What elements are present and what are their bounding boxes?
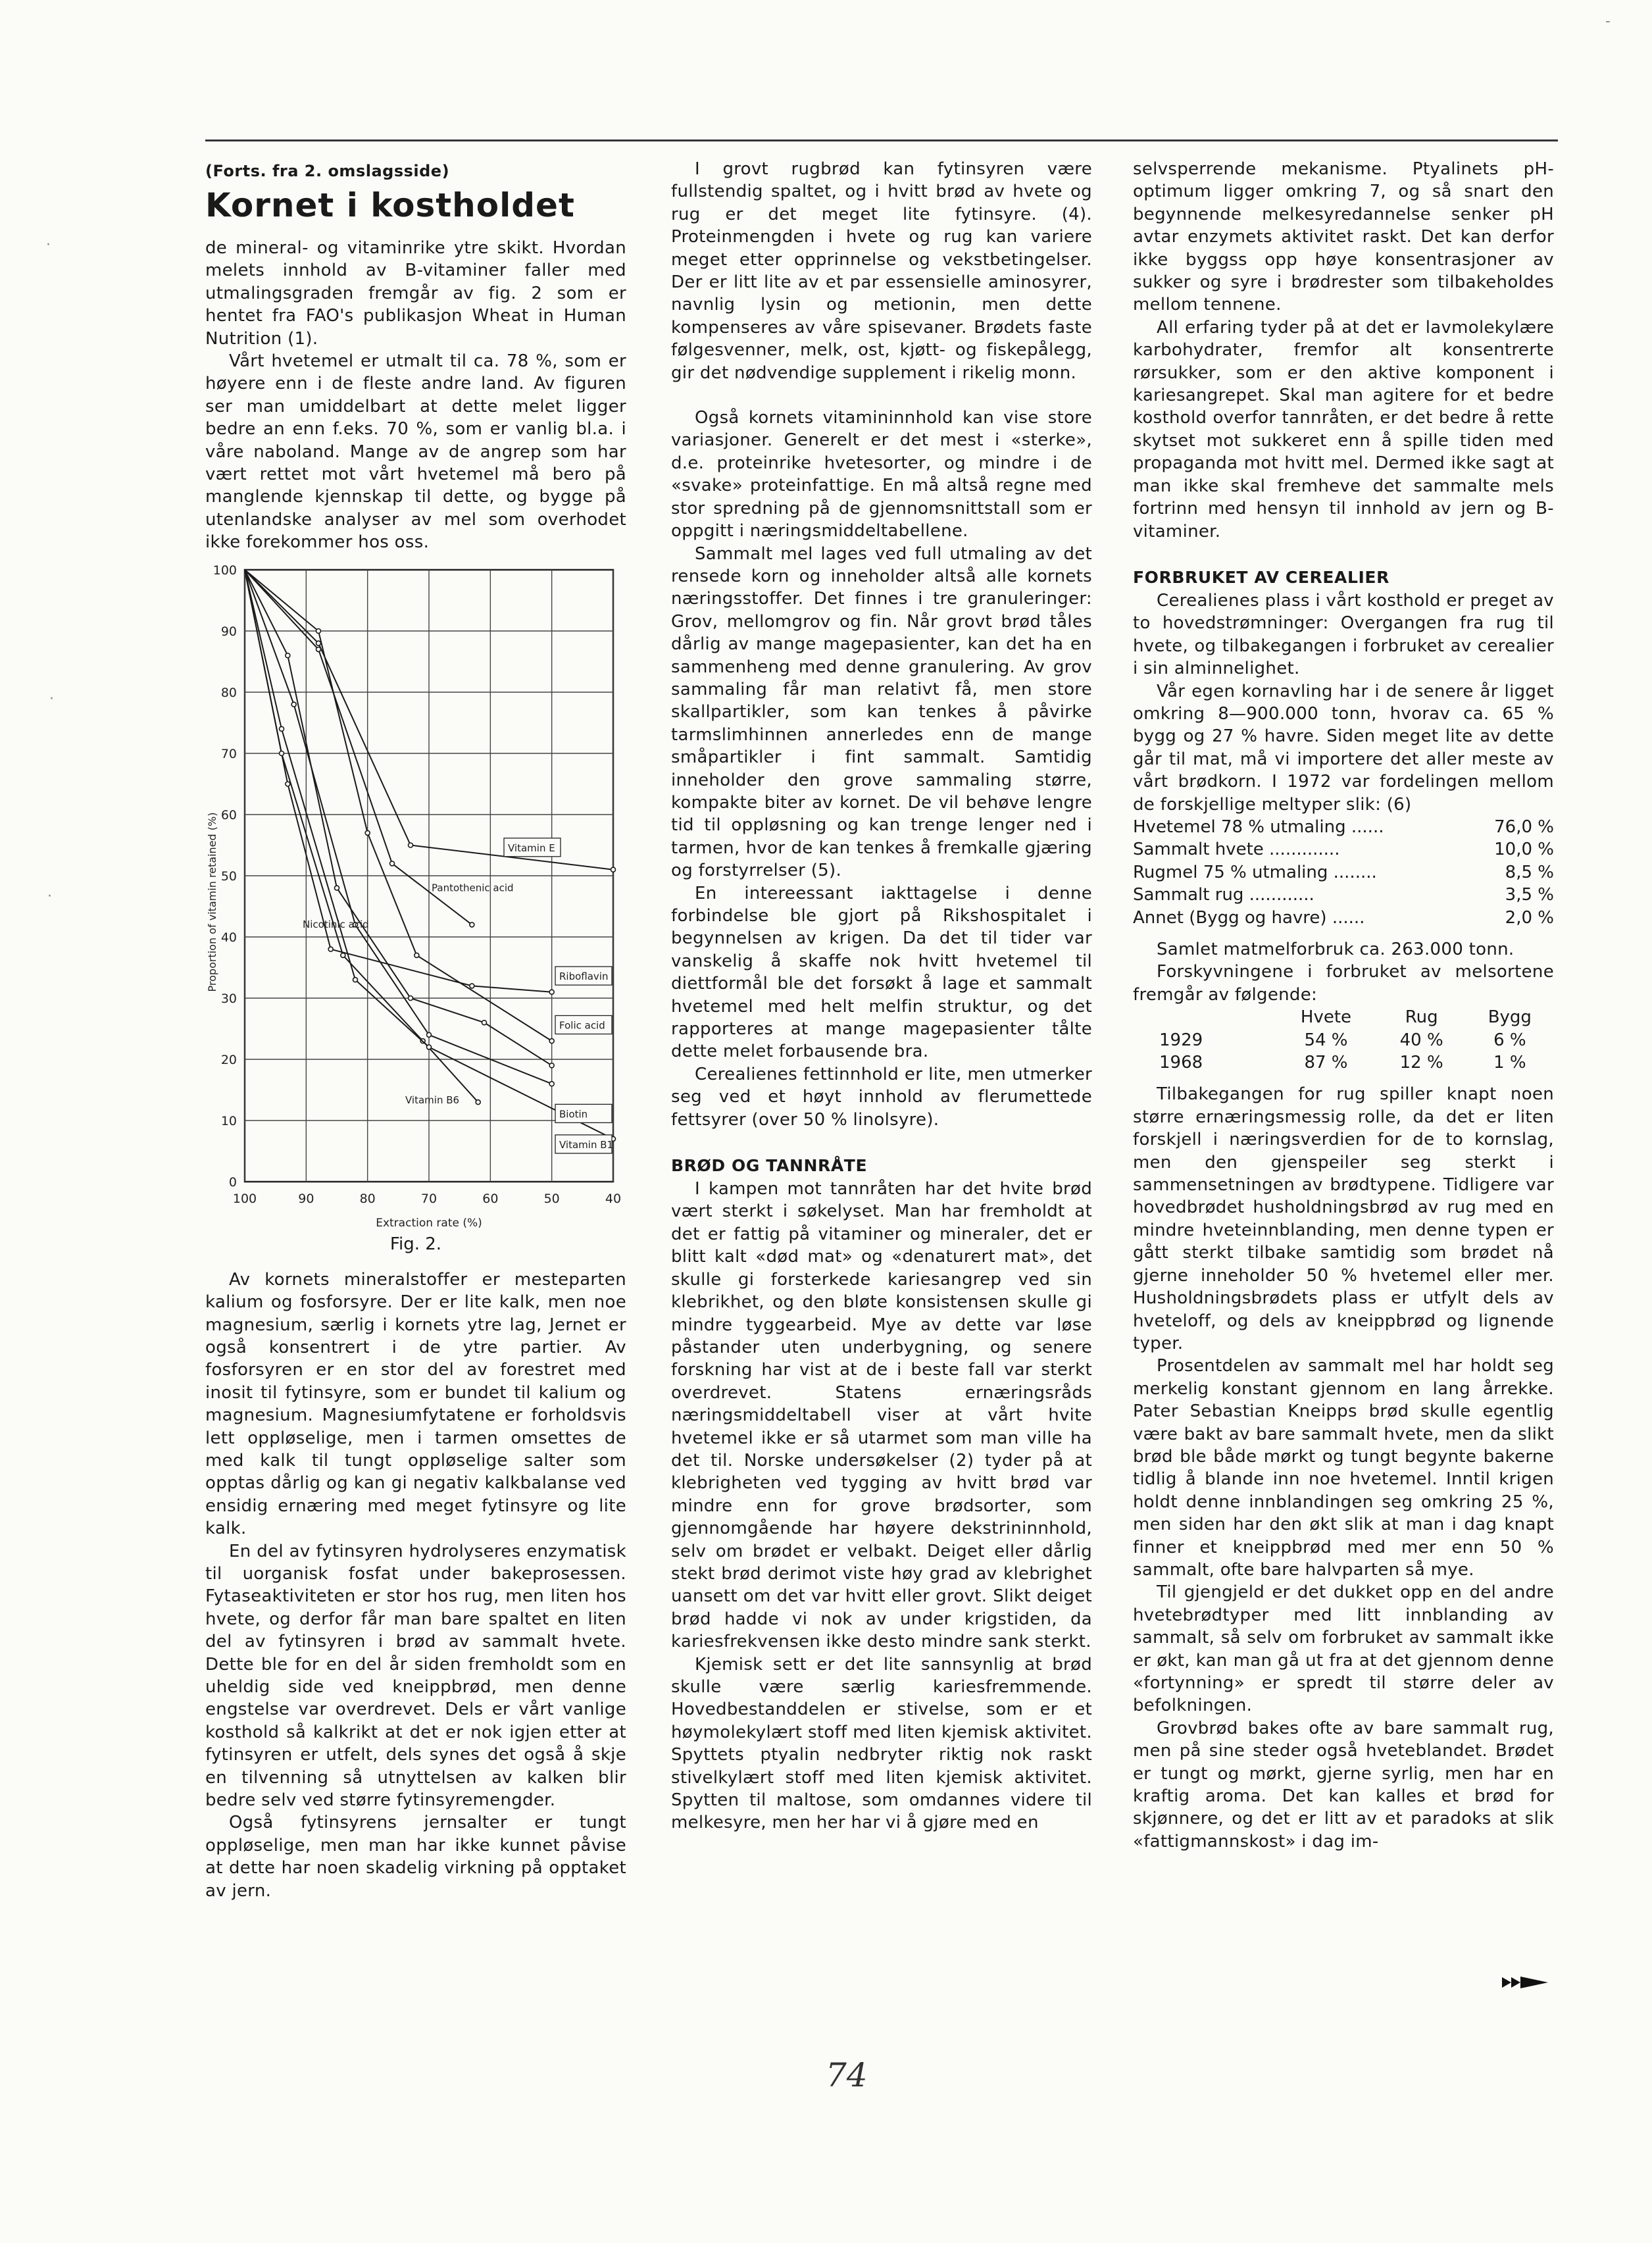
table-row <box>1133 816 1554 838</box>
paragraph: Tilbakegangen for rug spiller knapt noen større ernæringsmessig rolle, da det er liten forskjell i næringsverdien for de to kornslag, men den gjenspeiler seg sterkt i sammensetningen av brødtypene. Tidligere var hovedbrødet husholdningsbrød av rug med en mindre hveteinnblanding, men denne typen er gått sterkt tilbake samtidig som brødet nå gjerne inneholder 50 % hvetemel eller mer. Husholdningsbrødets plass er utfylt dels av hveteloff, og dels av kneippbrød og lignende typer. <box>1133 1084 1554 1353</box>
section-heading: FORBRUKET AV CEREALIER <box>1133 567 1389 587</box>
row-label: Annet (Bygg og havre) ...... <box>1133 907 1365 928</box>
series-label: Folic acid <box>559 1019 605 1032</box>
table-row <box>1133 1029 1554 1051</box>
paragraph: Cerealienes plass i vårt kosthold er preget av to hovedstrømninger: Overgangen fra rug til hvete, og tilbakegangen i forbruket av cerealier i sin alminnelighet. <box>1133 590 1554 679</box>
cell-rug: 40 % <box>1399 1030 1443 1050</box>
cell-year: 1929 <box>1159 1030 1203 1050</box>
figure-caption: Fig. 2. <box>389 1234 442 1254</box>
data-point <box>549 990 554 994</box>
continued-arrow-icon <box>1502 1974 1548 1991</box>
paragraph: Også fytinsyrens jernsalter er tungt oppløselige, men man har ikke kunnet påvise at dette har noen skadelig virkning på opptaket av jern. <box>205 1813 626 1901</box>
paragraph: selvsperrende mekanisme. Ptyalinets pH-optimum ligger omkring 7, og så snart den begynnende melkesyredannelse senker pH avtar enzymets aktivitet raskt. Det kan derfor ikke byggss opp høye konsentrasjoner av sukker og syre i brødrester som tilbakeholdes mellom tennene. <box>1133 159 1554 315</box>
data-point <box>549 1038 554 1043</box>
data-point <box>414 953 419 957</box>
data-point <box>291 702 296 707</box>
paragraph: Også kornets vitamininnhold kan vise store variasjoner. Generelt er det mest i «sterke», d.e. proteinrike hvetesorter, og mindre i de «svake» proteinfattige. En må altså regne med stor spredning på de gjennomsnittstall som er oppgitt i næringsmiddeltabellene. <box>671 408 1092 542</box>
paragraph: Prosentdelen av sammalt mel har holdt seg merkelig konstant gjennom en lang årrekke. Pater Sebastian Kneipps brød skulle egentlig være bakt av bare sammalt hvete, men da slikt brød ble både mørkt og tungt begynte bakerne tidlig å blande inn noe hvetemel. Inntil krigen holdt denne innblandingen seg omkring 25 %, men siden har den økt slik at man i dag knapt finner et kneippbrød med mer enn 50 % sammalt, ofte bare halvparten så mye. <box>1133 1356 1554 1580</box>
series-line <box>245 570 552 1041</box>
data-point <box>353 977 358 982</box>
row-label: Rugmel 75 % utmaling ........ <box>1133 862 1377 882</box>
data-point <box>341 953 345 957</box>
scan-mark: · <box>46 237 51 253</box>
series-label: Riboflavin <box>559 970 609 982</box>
data-point <box>549 1081 554 1086</box>
paragraph: Cerealienes fettinnhold er lite, men utmerker seg ved et høyt innhold av flerumettede fettsyrer (over 50 % linolsyre). <box>671 1064 1092 1130</box>
consumption-shift-table <box>1133 1006 1554 1074</box>
header-cell <box>1133 1006 1274 1028</box>
cell-rug: 12 % <box>1399 1053 1443 1073</box>
data-point <box>280 751 284 755</box>
data-point <box>316 641 321 645</box>
x-tick-label: 80 <box>359 1191 376 1206</box>
cell-bygg: 1 % <box>1493 1053 1526 1073</box>
header-cell: Bygg <box>1488 1007 1532 1028</box>
paragraph: I grovt rugbrød kan fytinsyren være fullstendig spaltet, og i hvitt brød av hvete og rug er det meget lite fytinsyre. (4). Proteinmengden i hvete og rug kan variere meget etter opprinnelse og vekstbetingelser. Der er litt lite av et par essensielle aminosyrer, navnlig lysin og metionin, men dette kompenseres av våre spisevaner. Brødets faste følgesvenner, melk, ost, kjøtt- og fiskepålegg, gir det nødvendige supplement i rikelig monn. <box>671 159 1092 383</box>
paragraph: All erfaring tyder på at det er lavmolekylære karbohydrater, fremfor alt konsentrerte rørsukker, som er den aktive komponent i kariesangrepet. Skal man agitere for et bedre kosthold overfor tannråten, er det bedre å rette skytset mot sukkeret enn å spille tiden med propaganda mot hvitt mel. Dermed ikke sagt at man ikke skal fremheve det sammalte mels fortrinn med hensyn til innhold av jern og B-vitaminer. <box>1133 317 1554 542</box>
paragraph: Samlet matmelforbruk ca. 263.000 tonn. <box>1157 940 1514 959</box>
table-row <box>1133 1051 1554 1074</box>
table-row <box>1133 838 1554 861</box>
paragraph: I kampen mot tannråten har det hvite brød vært sterkt i søkelyset. Man har fremholdt at det er fattig på vitaminer og mineraler, det er blitt kalt «død mat» og «denaturert mat», det skulle gi forsterkede kariesangrep ved sin klebrikhet, og den bløte konsistensen skulle gi mindre tyggearbeid. Mye av dette var løse påstander uten underbygning, og senere forskning har vist at de i beste fall var sterkt overdrevet. Statens ernæringsråds næringsmiddeltabell viser at vårt hvite hvetemel ikke er så utarmet som man ville ha det til. Norske undersøkelser (2) tyder på at klebrigheten ved tygging av hvitt brød var mindre enn for grove brødsorter, som gjennomgående har høyere dekstrininnhold, selv om brødet er velbakt. Deiget eller dårlig stekt brød derimot viste høy grad av klebrighet uansett om det var hvitt eller grovt. Slikt deiget brød hadde vi nok av under krigstiden, da kariesfrekvensen ikke desto mindre sank sterkt. <box>671 1179 1092 1652</box>
page-number: 74 <box>826 2056 868 2094</box>
series-label: Biotin <box>559 1108 588 1121</box>
y-tick-label: 40 <box>220 930 237 945</box>
y-tick-label: 20 <box>220 1052 237 1067</box>
x-tick-label: 100 <box>232 1191 257 1206</box>
data-point <box>409 843 413 847</box>
paragraph: Forskyvningene i forbruket av melsortene fremgår av følgende: <box>1133 962 1554 1005</box>
cell-hvete: 87 % <box>1304 1053 1348 1073</box>
row-label: Sammalt rug ............ <box>1133 885 1314 905</box>
y-tick-label: 90 <box>220 624 237 639</box>
continuation-note: (Forts. fra 2. omslagsside) <box>205 162 450 180</box>
data-point <box>427 1032 432 1037</box>
series-label: Vitamin B6 <box>405 1094 460 1106</box>
table-row <box>1133 884 1554 906</box>
paragraph: Vårt hvetemel er utmalt til ca. 78 %, som er høyere enn i de fleste andre land. Av figuren ser man umiddelbart at dette melet ligger bedre an enn f.eks. 70 %, som er vanlig bl.a. i våre naboland. Mange av de angrep som har vært rettet mot vårt hvetemel må bero på manglende kjennskap til dette, og bygge på utenlandske analyser av mel som overhodet ikke forekommer hos oss. <box>205 351 626 553</box>
data-point <box>335 886 339 890</box>
header-rule <box>205 139 1558 141</box>
series-label: Nicotinic acid <box>303 918 369 930</box>
data-point <box>476 1099 480 1104</box>
paragraph: Av kornets mineralstoffer er mesteparten kalium og fosforsyre. Der er lite kalk, men noe magnesium, særlig i kornets ytre lag, Jernet er også konsentrert i de ytre partier. Av fosforsyren er en stor del av forestret med inosit til fytinsyre, som er bundet til kalium og magnesium. Magnesiumfytatene er forholdsvis lett oppløselige, men i tarmen omsettes de med kalk til tungt oppløselige salter som opptas dårlig og kan gi negativ kalkbalanse ved ensidig ernæring med meget fytinsyre og lite kalk. <box>205 1269 626 1539</box>
article-title: Kornet i kostholdet <box>205 186 575 224</box>
paragraph: En del av fytinsyren hydrolyseres enzymatisk til uorganisk fosfat under bakeprosessen. Fytaseaktiviteten er stor hos rug, men liten hos hvete, og derfor får man bare spaltet en liten del av fytinsyren i brød av sammalt hvete. Dette ble for en del år siden fremholdt som en uheldig side ved kneippbrød, men denne engstelse var overdrevet. Dels er vårt vanlige kosthold så kalkrikt at det er nok igjen etter at fytinsyren er utfelt, dels synes det også å skje en tilvenning så utnyttelsen av kalken blir bedre selv ved større fytinsyremengder. <box>205 1541 626 1811</box>
table-row <box>1133 861 1554 884</box>
cell-bygg: 6 % <box>1493 1030 1526 1050</box>
header-cell: Hvete <box>1300 1007 1352 1028</box>
y-tick-label: 30 <box>220 991 237 1006</box>
series-label: Vitamin B1 <box>559 1138 614 1151</box>
series-line <box>245 570 472 924</box>
paragraph: Grovbrød bakes ofte av bare sammalt rug, men på sine steder også hveteblandet. Brødet er tungt og mørkt, gjerne syrlig, men har en kraftig aroma. Det kan kalles et brød for skjønnere, og det er litt av et paradoks at slik «fattigmannskost» i dag im- <box>1133 1718 1554 1852</box>
data-point <box>280 726 284 731</box>
row-value: 76,0 % <box>1494 817 1554 837</box>
row-value: 10,0 % <box>1494 840 1554 860</box>
y-tick-label: 50 <box>220 869 237 884</box>
paragraph: Vår egen kornavling har i de senere år ligget omkring 8—900.000 tonn, hvorav ca. 65 % bygg og 27 % havre. Siden meget lite av dette går til mat, må vi importere det aller meste av vårt brødkorn. I 1972 var fordelingen mellom de forskjellige meltyper slik: (6) <box>1133 681 1554 815</box>
data-point <box>409 995 413 1000</box>
data-point <box>316 647 321 651</box>
y-tick-label: 100 <box>213 563 237 578</box>
paragraph: En intereessant iakttagelse i denne forbindelse ble gjort på Rikshospitalet i begynnelsen av krigen. Da det til tider var vanskelig å skaffe nok hvitt hvetemel til diettformål ble det forsøkt å lage et sammalt hvetemel med helt melfin struktur, og det rapporteres at mange magepasienter tålte dette melet forbausende bra. <box>671 883 1092 1062</box>
flour-distribution-table <box>1133 816 1554 929</box>
paragraph: Sammalt mel lages ved full utmaling av det rensede korn og inneholder altså alle kornets næringsstoffer. Det finnes i tre granuleringer: Grov, mellomgrov og fin. Når grovt brød tåles dårlig av mange magepasienter, kan det ha en sammenheng med denne granulering. Av grov sammaling får man relativt få, men store skallpartikler, som kan tenkes å påvirke tarmslimhinnen annerledes enn de mange småpartikler i fint sammalt. Samtidig inneholder den grove sammaling større, kompakte biter av kornet. De vil behøve lengre tid til oppløsning og kan trenge lenger ned i tarmen, hvor de kan tenkes å fremkalle gjæring og forstyrrelser (5). <box>671 543 1092 881</box>
x-axis-label: Extraction rate (%) <box>376 1216 482 1230</box>
column-2 <box>671 158 1092 1834</box>
column-3 <box>1133 158 1554 1853</box>
scan-mark: - <box>1605 13 1611 30</box>
table-row <box>1133 907 1554 929</box>
series-label: Vitamin E <box>508 842 555 854</box>
cell-hvete: 54 % <box>1304 1030 1348 1050</box>
row-value: 8,5 % <box>1505 862 1554 882</box>
row-label: Hvetemel 78 % utmaling ...... <box>1133 817 1384 837</box>
scan-mark: · <box>49 691 54 707</box>
vitamin-retention-chart <box>205 563 626 1234</box>
data-point <box>390 861 395 866</box>
series-label: Pantothenic acid <box>432 881 514 894</box>
x-tick-label: 90 <box>298 1191 314 1206</box>
data-point <box>611 867 616 872</box>
x-tick-label: 50 <box>543 1191 560 1206</box>
y-axis-label: Proportion of vitamin retained (%) <box>206 812 218 992</box>
row-label: Sammalt hvete ............. <box>1133 840 1340 860</box>
x-tick-label: 40 <box>605 1191 622 1206</box>
x-tick-label: 60 <box>482 1191 499 1206</box>
row-value: 2,0 % <box>1505 907 1554 928</box>
paragraph: Kjemisk sett er det lite sannsynlig at brød skulle være særlig kariesfremmende. Hovedbestanddelen er stivelse, som er et høymolekylært stoff med liten kjemisk aktivitet. Spyttets ptyalin nedbryter riktig nok raskt stivelkylært stoff med liten kjemisk aktivitet. Spytten til maltose, som omdannes videre til melkesyre, men her har vi å gjøre med en <box>671 1654 1092 1833</box>
data-point <box>365 830 370 835</box>
data-point <box>328 947 333 951</box>
data-point <box>316 628 321 633</box>
y-tick-label: 80 <box>220 685 237 700</box>
series-line <box>245 570 552 1084</box>
y-tick-label: 60 <box>220 807 237 822</box>
data-point <box>286 782 290 786</box>
row-value: 3,5 % <box>1505 885 1554 905</box>
data-point <box>470 922 474 927</box>
data-point <box>286 653 290 657</box>
cell-year: 1968 <box>1159 1053 1203 1073</box>
series-line <box>245 570 478 1102</box>
y-tick-label: 70 <box>220 746 237 761</box>
y-tick-label: 10 <box>220 1113 237 1128</box>
data-point <box>470 984 474 988</box>
data-point <box>549 1063 554 1067</box>
y-tick-label: 0 <box>228 1174 237 1190</box>
data-point <box>482 1020 487 1024</box>
paragraph: de mineral- og vitaminrike ytre skikt. Hvordan melets innhold av B-vitaminer faller med utmalingsgraden fremgår av fig. 2 som er hentet fra FAO's publikasjon Wheat in Human Nutrition (1). <box>205 238 626 349</box>
series-line <box>245 570 552 992</box>
paragraph: Til gjengjeld er det dukket opp en del andre hvetebrødtyper med litt innblanding av sammalt, så selv om forbruket av sammalt ikke er økt, kan man gå ut fra at det gjennom denne «fortynning» er spredt til større deler av befolkningen. <box>1133 1582 1554 1716</box>
header-cell: Rug <box>1405 1007 1438 1028</box>
section-heading: BRØD OG TANNRÅTE <box>671 1156 868 1176</box>
x-tick-label: 70 <box>420 1191 438 1206</box>
data-point <box>427 1045 432 1049</box>
scan-mark: · <box>47 888 52 905</box>
figure-2 <box>205 563 626 1234</box>
column-1 <box>205 158 626 1902</box>
